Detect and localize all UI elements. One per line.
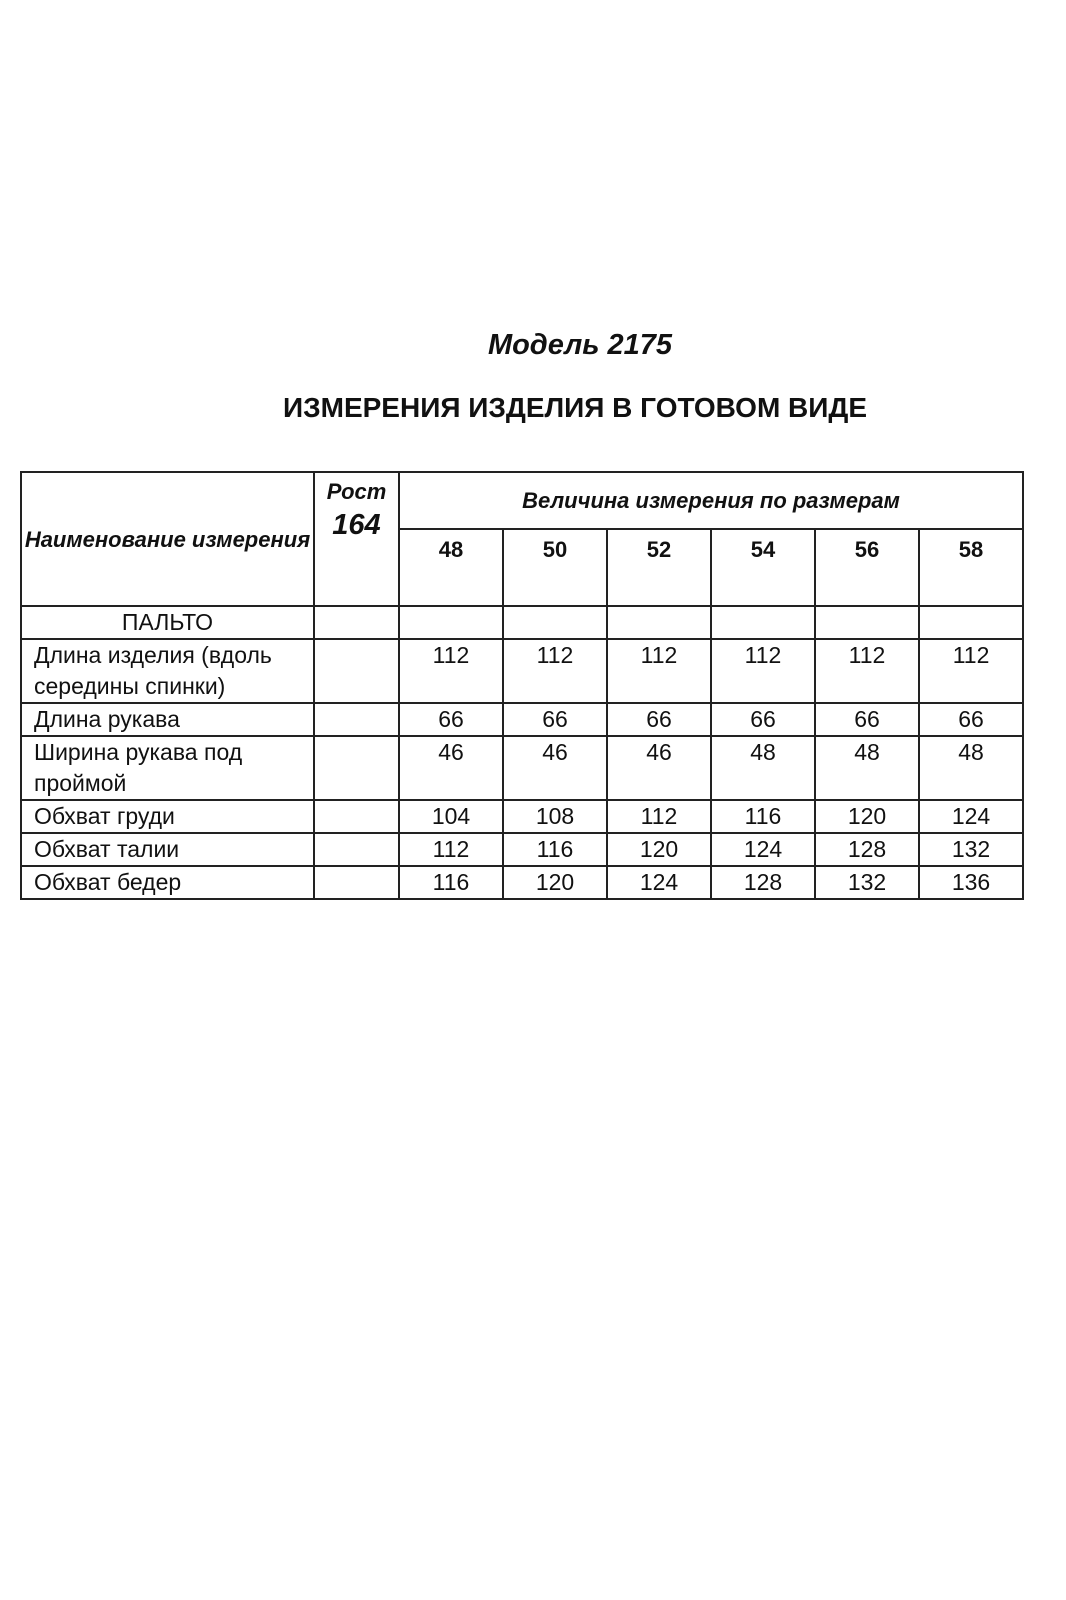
value-cell: 112 xyxy=(607,800,711,833)
rost-cell xyxy=(314,866,399,899)
measurements-table xyxy=(20,471,1024,900)
empty-cell xyxy=(314,606,399,639)
table-row xyxy=(21,736,1023,800)
value-cell: 66 xyxy=(607,703,711,736)
rost-cell xyxy=(314,703,399,736)
value-cell: 116 xyxy=(399,866,503,899)
rost-cell xyxy=(314,736,399,800)
rost-value: 164 xyxy=(332,509,381,541)
value-cell: 112 xyxy=(607,639,711,703)
empty-cell xyxy=(919,606,1023,639)
empty-cell xyxy=(503,606,607,639)
model-title: Модель 2175 xyxy=(487,329,673,361)
value-cell: 132 xyxy=(919,833,1023,866)
size-header: 50 xyxy=(503,529,607,606)
value-cell: 128 xyxy=(815,833,919,866)
header-rost xyxy=(314,472,399,606)
value-cell: 120 xyxy=(815,800,919,833)
row-name: Обхват груди xyxy=(21,800,314,833)
value-cell: 46 xyxy=(503,736,607,800)
empty-cell xyxy=(815,606,919,639)
row-name: Длина рукава xyxy=(21,703,314,736)
value-cell: 116 xyxy=(711,800,815,833)
table-row xyxy=(21,703,1023,736)
value-cell: 116 xyxy=(503,833,607,866)
value-cell: 112 xyxy=(919,639,1023,703)
value-cell: 48 xyxy=(919,736,1023,800)
size-header: 54 xyxy=(711,529,815,606)
value-cell: 128 xyxy=(711,866,815,899)
empty-cell xyxy=(607,606,711,639)
table-row xyxy=(21,833,1023,866)
value-cell: 66 xyxy=(815,703,919,736)
value-cell: 120 xyxy=(607,833,711,866)
table-row xyxy=(21,866,1023,899)
value-cell: 46 xyxy=(399,736,503,800)
rost-cell xyxy=(314,833,399,866)
row-name: Обхват талии xyxy=(21,833,314,866)
rost-cell xyxy=(314,639,399,703)
value-cell: 66 xyxy=(919,703,1023,736)
rost-label: Рост xyxy=(326,479,387,504)
value-cell: 136 xyxy=(919,866,1023,899)
value-cell: 120 xyxy=(503,866,607,899)
empty-cell xyxy=(399,606,503,639)
value-cell: 104 xyxy=(399,800,503,833)
value-cell: 48 xyxy=(815,736,919,800)
table-header-row xyxy=(21,472,1023,529)
value-cell: 66 xyxy=(711,703,815,736)
table-section-row xyxy=(21,606,1023,639)
value-cell: 48 xyxy=(711,736,815,800)
value-cell: 112 xyxy=(815,639,919,703)
header-size-group: Величина измерения по размерам xyxy=(399,472,1023,529)
rost-cell xyxy=(314,800,399,833)
header-measurement-name: Наименование измерения xyxy=(21,472,314,606)
size-header: 52 xyxy=(607,529,711,606)
row-name: Обхват бедер xyxy=(21,866,314,899)
table-row xyxy=(21,639,1023,703)
section-label: ПАЛЬТО xyxy=(21,606,314,639)
size-header: 58 xyxy=(919,529,1023,606)
value-cell: 124 xyxy=(711,833,815,866)
value-cell: 66 xyxy=(503,703,607,736)
value-cell: 66 xyxy=(399,703,503,736)
table-row xyxy=(21,800,1023,833)
value-cell: 112 xyxy=(503,639,607,703)
size-header: 56 xyxy=(815,529,919,606)
size-header: 48 xyxy=(399,529,503,606)
value-cell: 112 xyxy=(399,833,503,866)
row-name: Длина изделия (вдоль середины спинки) xyxy=(21,639,314,703)
value-cell: 112 xyxy=(399,639,503,703)
value-cell: 124 xyxy=(919,800,1023,833)
value-cell: 108 xyxy=(503,800,607,833)
value-cell: 124 xyxy=(607,866,711,899)
row-name: Ширина рукава под проймой xyxy=(21,736,314,800)
value-cell: 112 xyxy=(711,639,815,703)
value-cell: 46 xyxy=(607,736,711,800)
document-title: ИЗМЕРЕНИЯ ИЗДЕЛИЯ В ГОТОВОМ ВИДЕ xyxy=(282,392,868,423)
empty-cell xyxy=(711,606,815,639)
value-cell: 132 xyxy=(815,866,919,899)
